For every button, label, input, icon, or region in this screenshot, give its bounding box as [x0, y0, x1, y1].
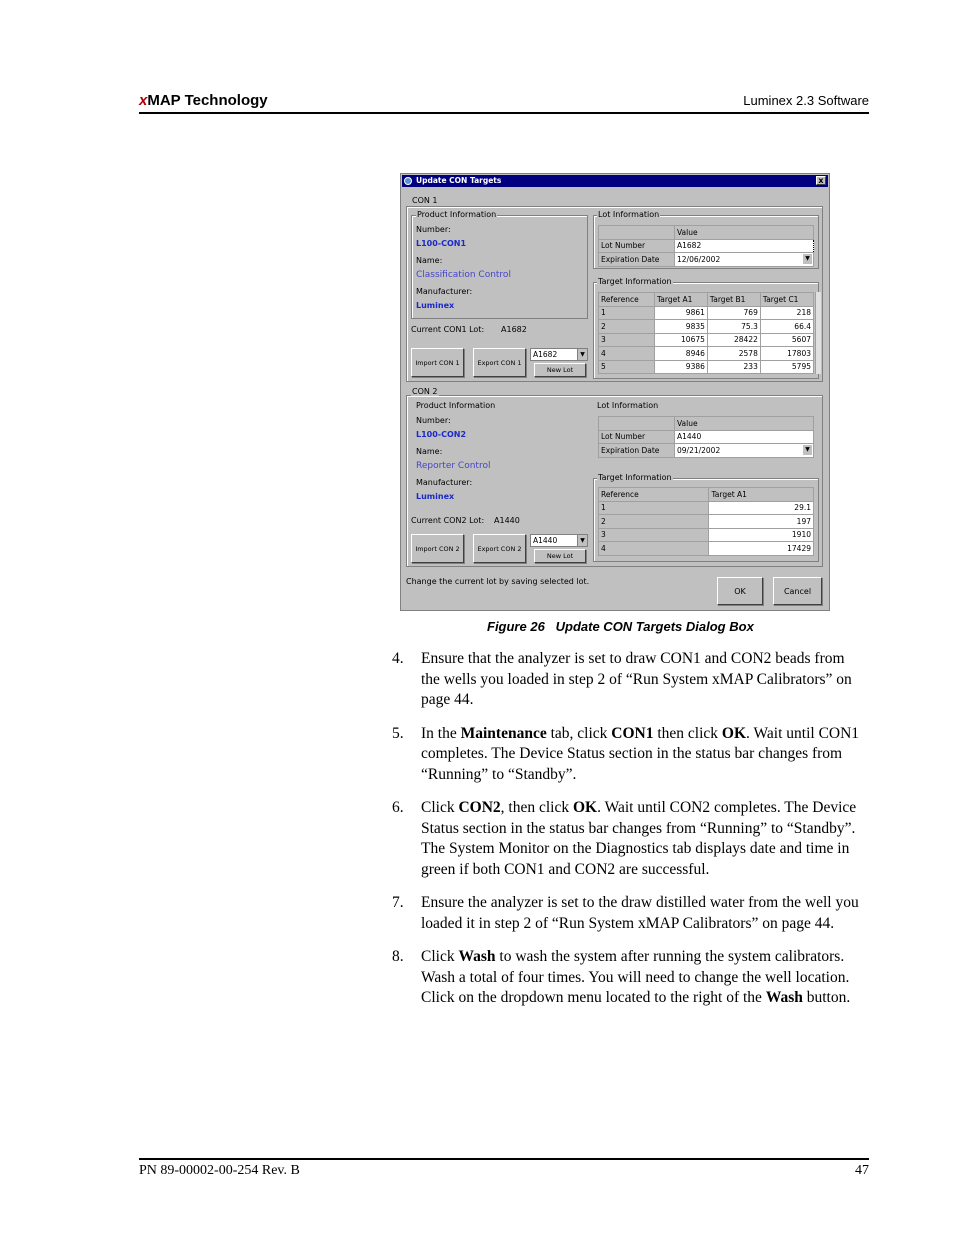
target-cell[interactable]: 5795 — [760, 360, 813, 374]
con2-expiration-date-select[interactable]: 09/21/2002 ▼ — [675, 444, 814, 458]
close-icon[interactable]: x — [816, 176, 826, 185]
target-cell[interactable]: 17429 — [709, 542, 814, 556]
con1-name-value: Classification Control — [416, 270, 511, 280]
ui-term: CON1 — [611, 724, 654, 742]
con1-table-scrollbar[interactable] — [815, 292, 821, 374]
con2-lot-select-value: A1440 — [533, 536, 558, 545]
target-cell[interactable]: 66.4 — [760, 320, 813, 334]
ui-term: OK — [721, 724, 747, 742]
con1-header-3: Target C1 — [760, 293, 813, 307]
footer-rule — [139, 1158, 869, 1160]
target-cell[interactable]: 9835 — [654, 320, 707, 334]
con2-target-info-label: Target Information — [598, 473, 672, 482]
chevron-down-icon[interactable]: ▼ — [577, 349, 587, 360]
import-con1-button[interactable]: Import CON 1 — [411, 348, 464, 377]
dialog-title: Update CON Targets — [416, 176, 502, 185]
con1-current-lot-value: A1682 — [501, 325, 527, 334]
chevron-down-icon[interactable]: ▼ — [577, 535, 587, 546]
con2-lot-select[interactable] — [530, 534, 588, 547]
step-text: Click — [421, 948, 459, 965]
table-row[interactable] — [599, 515, 814, 529]
target-cell[interactable]: 218 — [760, 306, 813, 320]
step-text: . Wait until CON1 completes. The Device Status section in the status bar changes from “Running” to “Standby”. — [421, 724, 860, 783]
ui-term: CON2 — [458, 799, 501, 816]
con1-new-lot-button[interactable]: New Lot — [534, 363, 586, 377]
target-cell[interactable]: 17803 — [760, 347, 813, 361]
target-cell[interactable]: 29.1 — [709, 501, 814, 515]
con2-manufacturer-label: Manufacturer: — [416, 478, 473, 487]
row-reference: 1 — [599, 306, 655, 320]
con2-current-lot-label: Current CON2 Lot: — [411, 516, 485, 525]
ui-term: Maintenance — [460, 724, 547, 742]
step-item — [392, 947, 862, 1009]
step-number: 6. — [392, 799, 404, 816]
table-row[interactable] — [599, 360, 814, 374]
target-cell[interactable]: 197 — [709, 515, 814, 529]
step-item — [392, 893, 862, 934]
con1-header-1: Target A1 — [654, 293, 707, 307]
step-number: 8. — [392, 948, 404, 965]
con1-target-table — [598, 292, 814, 374]
con1-lot-number-input[interactable]: A1682 — [675, 239, 814, 253]
dialog-titlebar — [402, 175, 828, 187]
cancel-button[interactable]: Cancel — [773, 577, 822, 605]
table-row[interactable] — [599, 528, 814, 542]
step-text: button. — [802, 989, 851, 1006]
con1-name-label: Name: — [416, 256, 443, 265]
con1-header-2: Target B1 — [707, 293, 760, 307]
chevron-down-icon[interactable]: ▼ — [803, 445, 812, 455]
con1-lot-info-label: Lot Information — [598, 210, 660, 219]
target-cell[interactable]: 8946 — [654, 347, 707, 361]
con2-number-label: Number: — [416, 416, 451, 425]
app-icon — [404, 177, 412, 185]
expiration-date-label: Expiration Date — [599, 253, 675, 267]
procedure-steps — [392, 649, 862, 1022]
export-con1-button[interactable]: Export CON 1 — [473, 348, 526, 377]
running-header-product: Luminex 2.3 Software — [743, 93, 869, 108]
con1-expiration-date-select[interactable]: 12/06/2002 ▼ — [675, 253, 814, 267]
row-reference: 3 — [599, 528, 709, 542]
con2-product-info-label: Product Information — [416, 401, 496, 410]
figure-caption: Figure 26 Update CON Targets Dialog Box — [487, 619, 754, 634]
con2-header-1: Target A1 — [709, 488, 814, 502]
step-text: Ensure that the analyzer is set to draw CON1 and CON2 beads from the wells you loaded in step 2 of “Run System xMAP Calibrators” on page 44. — [421, 650, 852, 708]
con2-current-lot-value: A1440 — [494, 516, 520, 525]
step-text: then click — [653, 724, 722, 742]
step-text: , then click — [500, 799, 573, 816]
expiration-date-label: Expiration Date — [599, 444, 675, 458]
step-text: tab, click — [546, 724, 612, 742]
footer-part-number: PN 89-00002-00-254 Rev. B — [139, 1163, 300, 1178]
con2-header-0: Reference — [599, 488, 709, 502]
table-row[interactable] — [599, 347, 814, 361]
chevron-down-icon[interactable]: ▼ — [803, 254, 812, 264]
step-item — [392, 649, 862, 711]
table-row[interactable] — [599, 320, 814, 334]
step-text: In the — [421, 724, 461, 742]
con1-lot-select[interactable] — [530, 348, 588, 361]
con2-lot-info-label: Lot Information — [597, 401, 659, 410]
lot-value-header: Value — [675, 226, 814, 240]
target-cell[interactable]: 10675 — [654, 333, 707, 347]
target-cell[interactable]: 233 — [707, 360, 760, 374]
ui-term: Wash — [765, 989, 803, 1006]
step-number: 4. — [392, 650, 404, 667]
row-reference: 4 — [599, 347, 655, 361]
step-text: Click — [421, 799, 459, 816]
target-cell[interactable]: 75.3 — [707, 320, 760, 334]
con2-name-value: Reporter Control — [416, 461, 491, 471]
lot-value-header: Value — [675, 417, 814, 431]
con2-lot-table — [598, 416, 814, 458]
header-rule — [139, 112, 869, 114]
running-header-brand: xMAP Technology — [139, 92, 268, 109]
import-con2-button[interactable]: Import CON 2 — [411, 534, 464, 563]
table-row[interactable] — [599, 542, 814, 556]
step-text: Ensure the analyzer is set to the draw distilled water from the well you loaded it in step 2 of “Run System xMAP Calibrators” on page 44. — [421, 894, 859, 932]
con2-manufacturer-value: Luminex — [416, 492, 455, 501]
target-cell[interactable]: 2578 — [707, 347, 760, 361]
con1-product-info-label: Product Information — [417, 210, 497, 219]
con1-number-value: L100-CON1 — [416, 239, 467, 248]
export-con2-button[interactable]: Export CON 2 — [473, 534, 526, 563]
con2-lot-number-input[interactable]: A1440 — [675, 430, 814, 444]
step-number: 5. — [392, 724, 404, 742]
row-reference: 5 — [599, 360, 655, 374]
row-reference: 2 — [599, 515, 709, 529]
con2-target-table — [598, 487, 814, 556]
table-row[interactable] — [599, 306, 814, 320]
target-cell[interactable]: 9386 — [654, 360, 707, 374]
target-cell[interactable]: 1910 — [709, 528, 814, 542]
footer-page-number: 47 — [855, 1163, 869, 1178]
con1-number-label: Number: — [416, 225, 451, 234]
ok-button[interactable]: OK — [717, 577, 763, 605]
table-row[interactable] — [599, 501, 814, 515]
row-reference: 2 — [599, 320, 655, 334]
ui-term: Wash — [458, 948, 496, 965]
target-cell[interactable]: 28422 — [707, 333, 760, 347]
target-cell[interactable]: 5607 — [760, 333, 813, 347]
con2-new-lot-button[interactable]: New Lot — [534, 549, 586, 563]
row-reference: 1 — [599, 501, 709, 515]
lot-number-label: Lot Number — [599, 430, 675, 444]
con1-lot-select-value: A1682 — [533, 350, 558, 359]
lot-number-label: Lot Number — [599, 239, 675, 253]
dialog-hint: Change the current lot by saving selected lot. — [406, 577, 590, 586]
con1-manufacturer-label: Manufacturer: — [416, 287, 473, 296]
target-cell[interactable]: 769 — [707, 306, 760, 320]
row-reference: 4 — [599, 542, 709, 556]
target-cell[interactable]: 9861 — [654, 306, 707, 320]
con2-number-value: L100-CON2 — [416, 430, 467, 439]
con2-group-label: CON 2 — [412, 387, 438, 396]
ui-term: OK — [572, 799, 598, 816]
con1-manufacturer-value: Luminex — [416, 301, 455, 310]
con1-header-0: Reference — [599, 293, 655, 307]
update-con-targets-dialog — [400, 173, 830, 611]
con2-name-label: Name: — [416, 447, 443, 456]
table-row[interactable] — [599, 333, 814, 347]
step-item — [392, 724, 862, 786]
step-text: . Wait until CON2 completes. The Device Status section in the status bar changes from “Running” to “Standby”. The System Monitor on the Diagnostics tab displays date and time in green if both CON1 and CON2 are successful. — [421, 799, 857, 878]
con1-lot-table — [598, 225, 814, 267]
step-number: 7. — [392, 894, 404, 911]
step-text: to wash the system after running the system calibrators. Wash a total of four times. You will need to change the well location. Click on the dropdown menu located to the right of the — [421, 948, 850, 1006]
con1-group-label: CON 1 — [412, 196, 438, 205]
row-reference: 3 — [599, 333, 655, 347]
step-item — [392, 798, 862, 880]
con1-target-info-label: Target Information — [598, 277, 672, 286]
con1-current-lot-label: Current CON1 Lot: — [411, 325, 485, 334]
